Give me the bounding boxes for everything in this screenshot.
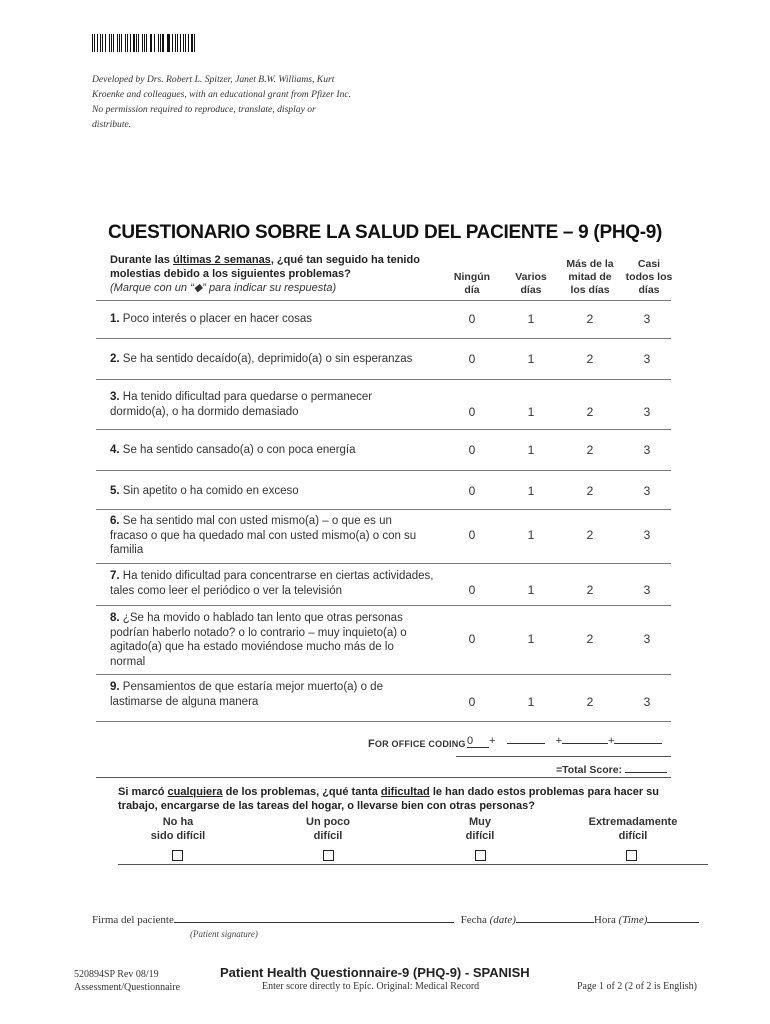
barcode-bar — [136, 34, 137, 52]
barcode-bar — [162, 34, 164, 52]
barcode-bar — [188, 34, 189, 52]
barcode-bar — [168, 34, 169, 52]
option-q6-0[interactable]: 0 — [468, 528, 476, 542]
option-q1-1[interactable]: 1 — [527, 312, 535, 326]
date-field[interactable] — [516, 922, 594, 923]
office-score-2[interactable] — [562, 743, 608, 744]
option-q9-1[interactable]: 1 — [527, 695, 535, 709]
barcode-bar — [109, 34, 110, 52]
page-number: Page 1 of 2 (2 of 2 is English) — [577, 981, 697, 992]
option-q5-1[interactable]: 1 — [527, 484, 535, 498]
form-code: 520894SP Rev 08/19 Assessment/Questionnaire — [74, 969, 181, 993]
page-title: CUESTIONARIO SOBRE LA SALUD DEL PACIENTE – 9 (PHQ-9) — [107, 222, 663, 243]
question-2: 2. Se ha sentido decaído(a), deprimido(a) o sin esperanzas — [110, 353, 413, 365]
option-q7-1[interactable]: 1 — [527, 583, 535, 597]
barcode-bar — [113, 34, 114, 52]
column-header-1: Varios días — [515, 271, 547, 296]
barcode-bar — [185, 34, 186, 52]
option-q7-2[interactable]: 2 — [586, 583, 594, 597]
divider — [118, 864, 708, 865]
question-3: 3. Ha tenido dificultad para quedarse o permanecer dormido(a), o ha dormido demasiado — [110, 391, 373, 418]
difficulty-checkbox-3[interactable] — [626, 850, 637, 861]
barcode-bar — [94, 34, 95, 52]
option-q8-0[interactable]: 0 — [468, 632, 476, 646]
barcode-bar — [183, 34, 184, 52]
barcode-bar — [111, 34, 112, 52]
divider — [96, 338, 671, 339]
difficulty-option-3: Extremadamente difícil — [588, 816, 678, 842]
option-q2-1[interactable]: 1 — [527, 352, 535, 366]
barcode-bar — [177, 34, 178, 52]
intro-instruction: (Marque con un “◆” para indicar su respuesta) — [110, 282, 337, 294]
total-score-field[interactable] — [625, 772, 667, 773]
barcode-graphic — [92, 34, 196, 52]
option-q5-2[interactable]: 2 — [586, 484, 594, 498]
question-4: 4. Se ha sentido cansado(a) o con poca energía — [110, 444, 356, 456]
divider — [96, 509, 671, 510]
option-q9-0[interactable]: 0 — [468, 695, 476, 709]
divider — [96, 300, 671, 301]
barcode-bar — [92, 34, 93, 52]
barcode-bar — [105, 34, 107, 52]
question-9: 9. Pensamientos de que estaría mejor muerto(a) o de lastimarse de alguna manera — [110, 681, 383, 708]
barcode-bar — [146, 34, 147, 52]
barcode-bar — [150, 34, 151, 52]
question-5: 5. Sin apetito o ha comido en exceso — [110, 485, 299, 497]
barcode-bar — [194, 34, 195, 52]
barcode-bar — [100, 34, 101, 52]
barcode-bar — [127, 34, 128, 52]
column-header-0: Ningún día — [453, 271, 491, 296]
difficulty-option-0: No ha sido difícil — [150, 816, 206, 842]
barcode-bar — [138, 34, 139, 52]
patient-signature-caption: (Patient signature) — [190, 929, 258, 939]
option-q5-3[interactable]: 3 — [643, 484, 651, 498]
difficulty-option-1: Un poco difícil — [306, 816, 350, 842]
option-q9-3[interactable]: 3 — [643, 695, 651, 709]
barcode-bar — [125, 34, 126, 52]
option-q1-3[interactable]: 3 — [643, 312, 651, 326]
option-q8-3[interactable]: 3 — [643, 632, 651, 646]
barcode-bar — [167, 34, 168, 52]
barcode-bar — [154, 34, 155, 52]
difficulty-checkbox-0[interactable] — [172, 850, 183, 861]
option-q5-0[interactable]: 0 — [468, 484, 476, 498]
divider — [456, 756, 671, 757]
barcode-bar — [175, 34, 176, 52]
office-score-0[interactable]: 0 — [467, 735, 489, 748]
office-score-3[interactable] — [614, 743, 662, 744]
option-q3-0[interactable]: 0 — [468, 405, 476, 419]
barcode-bar — [151, 34, 152, 52]
divider — [96, 379, 671, 380]
barcode-bar — [160, 34, 161, 52]
option-q2-2[interactable]: 2 — [586, 352, 594, 366]
barcode-bar — [102, 34, 103, 52]
difficulty-checkbox-2[interactable] — [475, 850, 486, 861]
option-q1-2[interactable]: 2 — [586, 312, 594, 326]
barcode-bar — [121, 34, 122, 52]
time-field[interactable] — [647, 922, 699, 923]
divider — [96, 777, 671, 778]
question-6: 6. Se ha sentido mal con usted mismo(a) – o que es un fracaso o que ha quedado mal con usted mismo(a) o con su familia — [110, 515, 417, 556]
office-score-line: 0 + + + — [467, 735, 662, 748]
option-q6-2[interactable]: 2 — [586, 528, 594, 542]
credit-text: Developed by Drs. Robert L. Spitzer, Janet B.W. Williams, Kurt Kroenke and colleagues, with an educational grant from Pfizer Inc. No permission required to reproduce, translate, display or distribute. — [92, 74, 352, 130]
difficulty-option-2: Muy difícil — [465, 816, 495, 842]
option-q8-2[interactable]: 2 — [586, 632, 594, 646]
divider — [96, 563, 671, 564]
option-q7-3[interactable]: 3 — [643, 583, 651, 597]
option-q4-2[interactable]: 2 — [586, 443, 594, 457]
barcode-bar — [119, 34, 120, 52]
option-q9-2[interactable]: 2 — [586, 695, 594, 709]
option-q4-3[interactable]: 3 — [643, 443, 651, 457]
option-q6-1[interactable]: 1 — [527, 528, 535, 542]
patient-signature-field[interactable] — [174, 922, 454, 923]
question-7: 7. Ha tenido dificultad para concentrarse en ciertas actividades, tales como leer el periódico o ver la televisión — [110, 570, 434, 597]
option-q7-0[interactable]: 0 — [468, 583, 476, 597]
column-header-2: Más de la mitad de los días — [566, 258, 614, 296]
signature-row: Firma del paciente Fecha (date) Hora (Time) — [92, 914, 699, 926]
option-q2-0[interactable]: 0 — [468, 352, 476, 366]
divider — [96, 721, 671, 722]
question-8: 8. ¿Se ha movido o hablado tan lento que otras personas podrían haberlo notado? o lo contrario – muy inquieto(a) o agitado(a) que ha estado moviéndose mucho más de lo normal — [110, 612, 407, 668]
divider — [96, 429, 671, 430]
divider — [96, 605, 671, 606]
divider — [96, 470, 671, 471]
intro-question: Durante las últimas 2 semanas, ¿qué tan seguido ha tenido molestias debido a los siguientes problemas? (Marque con un “◆” para indicar su respuesta) — [110, 254, 420, 294]
option-q8-1[interactable]: 1 — [527, 632, 535, 646]
barcode-bar — [172, 34, 173, 52]
option-q3-2[interactable]: 2 — [586, 405, 594, 419]
option-q6-3[interactable]: 3 — [643, 528, 651, 542]
question-1: 1. Poco interés o placer en hacer cosas — [110, 313, 313, 325]
barcode-bar — [130, 34, 131, 52]
option-q4-0[interactable]: 0 — [468, 443, 476, 457]
office-score-1[interactable] — [507, 743, 545, 744]
barcode-bar — [142, 34, 143, 52]
divider — [96, 674, 671, 675]
option-q3-3[interactable]: 3 — [643, 405, 651, 419]
option-q2-3[interactable]: 3 — [643, 352, 651, 366]
column-header-3: Casi todos los días — [625, 258, 673, 296]
difficulty-question: Si marcó cualquiera de los problemas, ¿qué tanta dificultad le han dado estos problemas para hacer su trabajo, encargarse de las tareas del hogar, o llevarse bien con otras personas? — [118, 786, 660, 812]
option-q1-0[interactable]: 0 — [468, 312, 476, 326]
barcode-bar — [144, 34, 145, 52]
total-score-label: =Total Score: — [556, 764, 667, 776]
footer-title: Patient Health Questionnaire-9 (PHQ-9) - SPANISH — [220, 965, 530, 980]
option-q3-1[interactable]: 1 — [527, 405, 535, 419]
office-coding-label: FOR OFFICE CODING — [368, 738, 466, 750]
barcode-bar — [191, 34, 193, 52]
barcode-bar — [117, 34, 118, 52]
option-q4-1[interactable]: 1 — [527, 443, 535, 457]
footer-subtitle: Enter score directly to Epic. Original: Medical Record — [262, 981, 480, 992]
barcode-bar — [133, 34, 135, 52]
barcode-bar — [180, 34, 181, 52]
barcode-bar — [158, 34, 159, 52]
barcode-bar — [97, 34, 98, 52]
difficulty-checkbox-1[interactable] — [323, 850, 334, 861]
